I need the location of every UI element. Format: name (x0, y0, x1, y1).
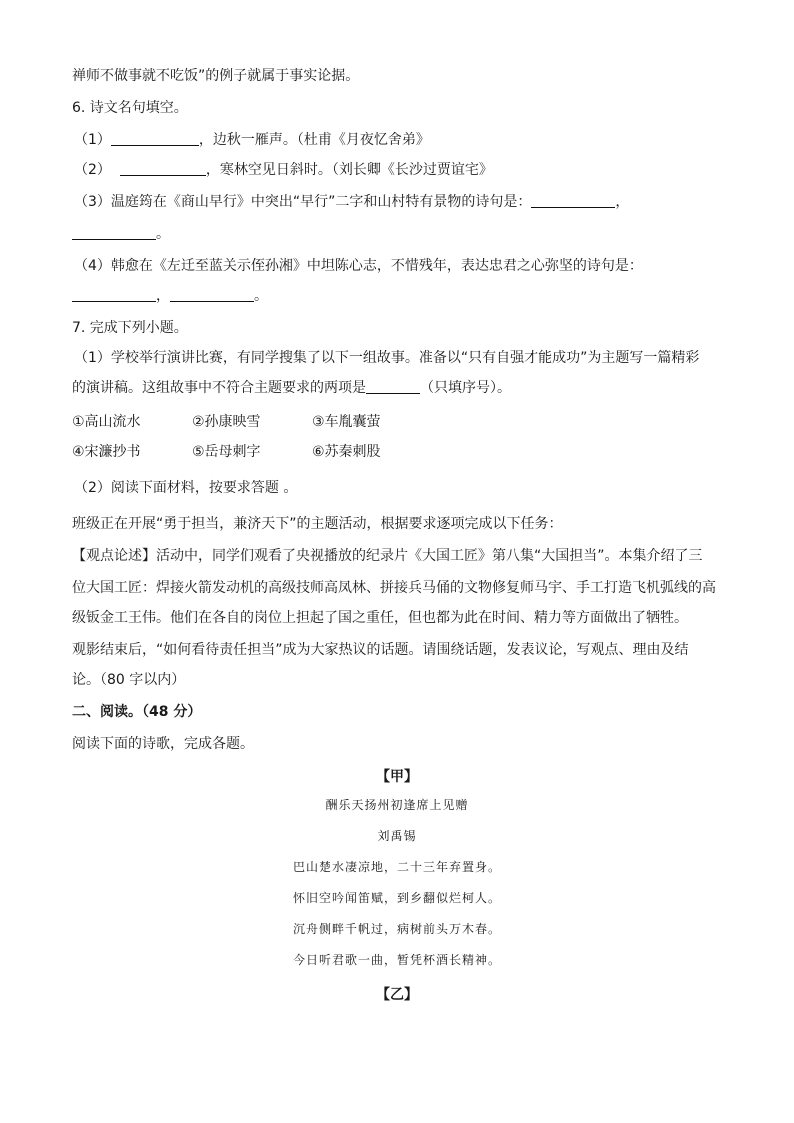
question-6-item-3 (74, 192, 629, 212)
answer-blank[interactable] (72, 287, 156, 302)
question-7-part-2: （2）阅读下面材料，按要求答题 。 (74, 480, 298, 496)
answer-blank[interactable] (72, 225, 156, 240)
answer-blank[interactable] (111, 131, 199, 146)
item-text: （只填序号）。 (420, 380, 511, 396)
option-4: ④宋濂抄书 (72, 444, 141, 460)
poem-jia-line-2: 怀旧空吟闻笛赋，到乡翻似烂柯人。 (292, 891, 501, 905)
viewpoint-line-4: 观影结束后，“如何看待责任担当”成为大家热议的话题。请围绕话题，发表议论，写观点、理由及结 (72, 642, 689, 658)
question-6-item-2 (74, 160, 493, 180)
answer-blank[interactable] (120, 161, 206, 176)
viewpoint-line-5: 论。（80 字以内） (72, 672, 186, 688)
question-6-item-3-cont (72, 224, 170, 244)
poem-yi-mark: 【乙】 (376, 987, 418, 1003)
question-6-item-1 (74, 130, 430, 150)
poem-jia-mark: 【甲】 (376, 769, 418, 785)
intro-line: 禅师不做事就不吃饭”的例子就属于事实论据。 (72, 68, 360, 84)
item-text: 的演讲稿。这组故事中不符合主题要求的两项是 (72, 380, 366, 396)
poem-jia-title: 酬乐天扬州初逢席上见赠 (325, 798, 469, 812)
item-number: （2） (74, 162, 111, 178)
question-7-title: 7. 完成下列小题。 (72, 320, 188, 336)
option-3: ③车胤囊萤 (312, 414, 381, 430)
answer-blank[interactable] (170, 287, 254, 302)
option-1: ①高山流水 (72, 414, 141, 430)
question-7-part-1-line-1: （1）学校举行演讲比赛，有同学搜集了以下一组故事。准备以“只有自强才能成功”为主题写一篇精彩 (74, 350, 700, 366)
question-7-part-1-line-2 (72, 378, 511, 398)
item-number: （1） (74, 132, 111, 148)
option-2: ②孙康映雪 (192, 414, 261, 430)
viewpoint-line-3: 级钣金工王伟。他们在各自的岗位上担起了国之重任，但也都为此在时间、精力等方面做出了牺牲。 (72, 610, 688, 626)
item-punct: ， (615, 194, 630, 210)
option-5: ⑤岳母刺字 (192, 444, 261, 460)
item-text: （3）温庭筠在《商山早行》中突出“早行”二字和山村特有景物的诗句是： (74, 194, 532, 210)
viewpoint-line-2: 位大国工匠：焊接火箭发动机的高级技师高凤林、拼接兵马俑的文物修复师马宇、手工打造飞机弧线的高 (72, 580, 716, 596)
question-6-title: 6. 诗文名句填空。 (72, 100, 188, 116)
viewpoint-line-1: 【观点论述】活动中，同学们观看了央视播放的纪录片《大国工匠》第八集“大国担当”。本集介绍了三 (72, 548, 703, 564)
activity-intro: 班级正在开展“勇于担当，兼济天下”的主题活动，根据要求逐项完成以下任务： (72, 516, 563, 532)
section-2-instruction: 阅读下面的诗歌，完成各题。 (72, 736, 254, 752)
item-text: ，边秋一雁声。（杜甫《月夜忆舍弟》 (198, 132, 430, 148)
item-text: ，寒林空见日斜时。（刘长卿《长沙过贾谊宅》 (205, 162, 493, 178)
answer-blank[interactable] (366, 379, 420, 394)
poem-jia-line-1: 巴山楚水凄凉地，二十三年弃置身。 (292, 860, 501, 874)
item-punct: ， (156, 288, 170, 304)
item-text: （4）韩愈在《左迁至蓝关示侄孙湘》中坦陈心志，不惜残年，表达忠君之心弥坚的诗句是： (74, 258, 643, 274)
item-punct: 。 (254, 288, 268, 304)
question-6-item-4-cont (72, 286, 268, 306)
item-punct: 。 (156, 226, 170, 242)
poem-jia-line-3: 沉舟侧畔千帆过，病树前头万木春。 (292, 922, 501, 936)
poem-jia-author: 刘禹锡 (377, 829, 417, 843)
poem-jia-line-4: 今日听君歌一曲，暂凭杯酒长精神。 (292, 953, 501, 967)
section-2-heading: 二、阅读。（48 分） (72, 704, 202, 720)
answer-blank[interactable] (531, 193, 615, 208)
option-6: ⑥苏秦刺股 (312, 444, 381, 460)
question-6-item-4 (74, 256, 643, 276)
